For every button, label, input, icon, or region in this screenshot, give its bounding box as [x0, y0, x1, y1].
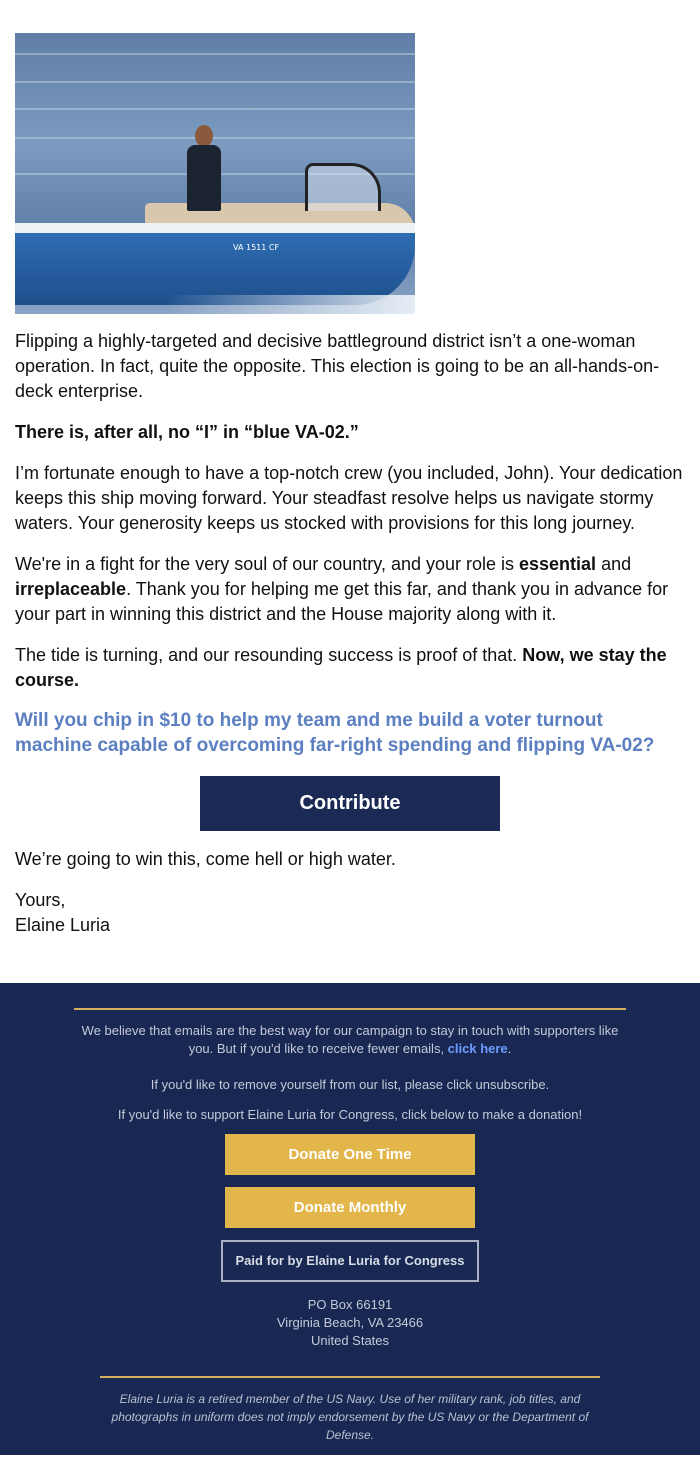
fight-irreplaceable: irreplaceable	[15, 579, 127, 599]
boat-hull	[15, 223, 415, 305]
footer-divider-top	[74, 1008, 626, 1010]
signature-block	[15, 888, 685, 938]
paragraph-closing: We’re going to win this, come hell or high water.	[15, 849, 396, 869]
signature-name: Elaine Luria	[15, 915, 111, 935]
donation-ask-link[interactable]: Will you chip in $10 to help my team and me build a voter turnout machine capable of overcoming far-right spending and flipping VA-02?	[15, 710, 655, 756]
fewer-emails-text	[74, 1022, 626, 1058]
address-line-3: United States	[310, 1333, 390, 1348]
footer-divider-bottom	[100, 1376, 600, 1378]
signoff: Yours,	[15, 890, 66, 910]
navy-disclaimer: Elaine Luria is a retired member of the US Navy. Use of her military rank, job titles, and photographs in uniform does not imply endorsement by the US Navy or the Department of Defense.	[111, 1392, 589, 1442]
fight-text-a: We're in a fight for the very soul of our country, and your role is	[15, 554, 520, 574]
donate-one-time-button[interactable]: Donate One Time	[225, 1134, 475, 1175]
support-text: If you'd like to support Elaine Luria for Congress, click below to make a donation!	[117, 1107, 583, 1122]
address-line-2: Virginia Beach, VA 23466	[276, 1315, 424, 1330]
unsubscribe-text[interactable]: If you'd like to remove yourself from our list, please click unsubscribe.	[150, 1077, 550, 1092]
person-figure	[183, 125, 223, 215]
tide-text: The tide is turning, and our resounding success is proof of that.	[15, 645, 523, 665]
fewer-emails-period: .	[507, 1041, 512, 1056]
paid-for-box: Paid for by Elaine Luria for Congress	[221, 1240, 479, 1282]
paragraph-crew: I’m fortunate enough to have a top-notch crew (you included, John). Your dedication keeps this ship moving forward. Your steadfast resolve helps us navigate stormy waters. Your generosity keeps us stocked with provisions for this long journey.	[15, 463, 683, 533]
boat-wake	[165, 295, 415, 314]
contribute-button[interactable]: Contribute	[200, 776, 500, 831]
paragraph-intro: Flipping a highly-targeted and decisive battleground district isn’t a one-woman operation. In fact, quite the opposite. This election is going to be an all-hands-on-deck enterprise.	[15, 331, 660, 401]
boat-windshield	[305, 163, 381, 211]
boat-registration: VA 1511 CF	[233, 243, 280, 252]
email-footer	[0, 983, 700, 1455]
fight-text-e: . Thank you for helping me get this far, and thank you in advance for your part in winning this district and the House majority along with it.	[15, 579, 669, 624]
paragraph-fight	[15, 552, 685, 627]
tide-bold: Now, we stay the course.	[15, 645, 667, 690]
click-here-link[interactable]: click here	[447, 1041, 508, 1056]
mailing-address	[0, 1296, 700, 1350]
address-line-1: PO Box 66191	[307, 1297, 393, 1312]
donate-monthly-button[interactable]: Donate Monthly	[225, 1187, 475, 1228]
fight-text-c: and	[596, 554, 632, 574]
fight-essential: essential	[519, 554, 597, 574]
paragraph-no-i: There is, after all, no “I” in “blue VA-02.”	[15, 422, 359, 442]
fewer-emails-copy: We believe that emails are the best way for our campaign to stay in touch with supporters like you. But if you'd like to receive fewer emails,	[81, 1023, 619, 1056]
boat-photo	[15, 33, 415, 314]
paragraph-tide	[15, 643, 685, 693]
